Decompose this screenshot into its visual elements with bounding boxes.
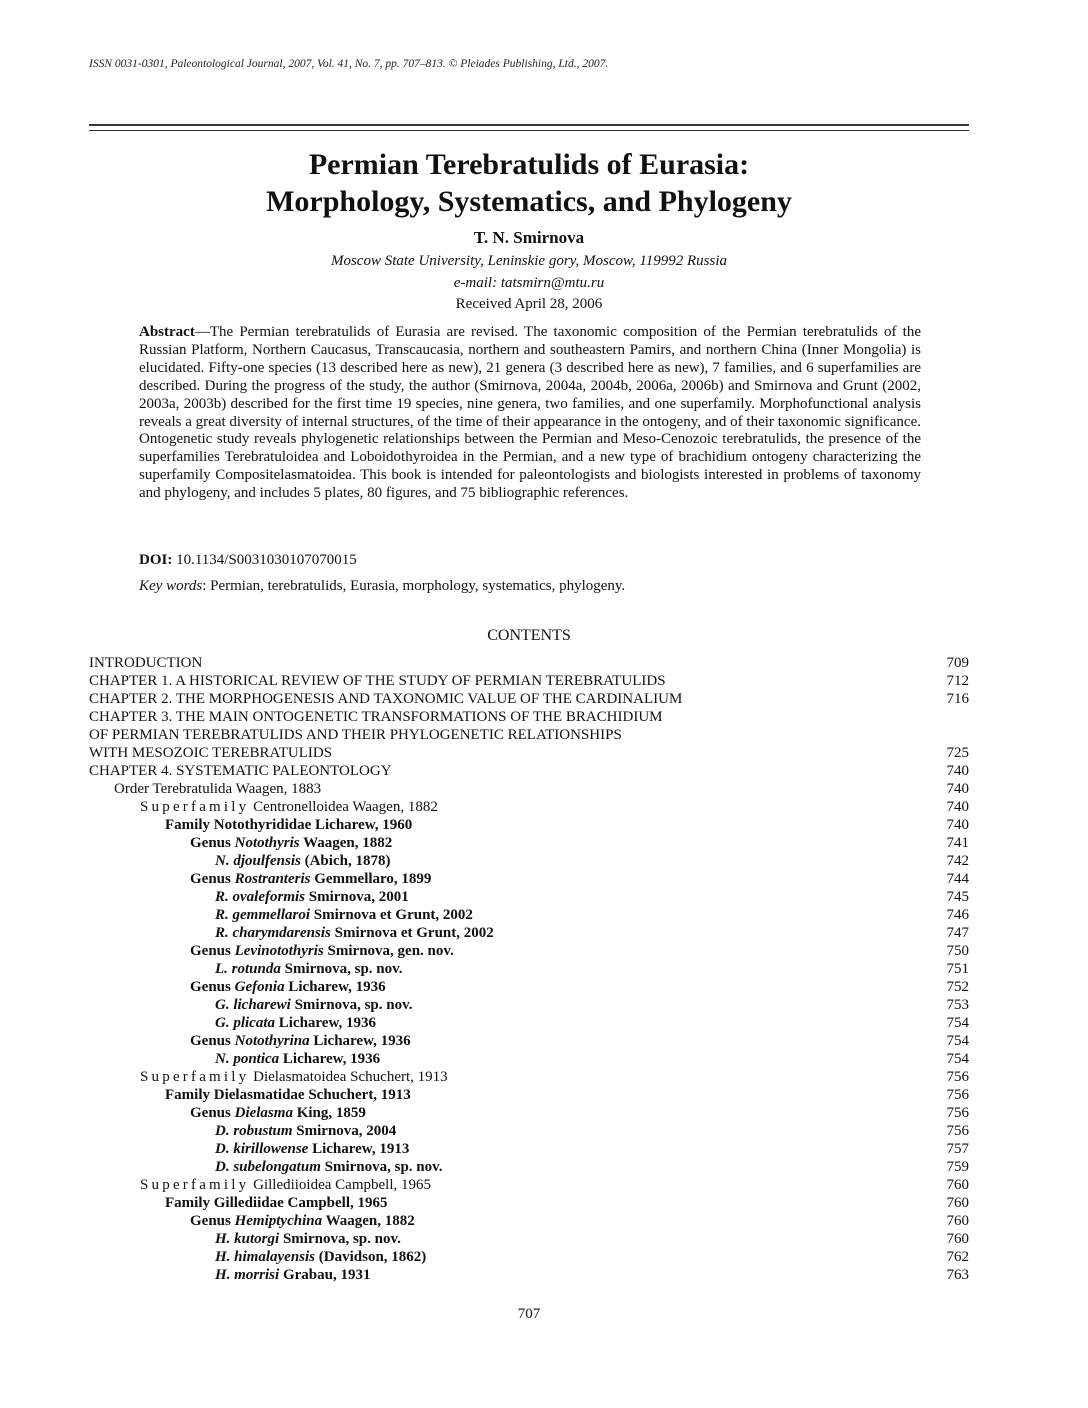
toc-text: (Abich, 1878): [300, 853, 391, 869]
toc-entry-label: [215, 1122, 396, 1140]
toc-text: Smirnova, 2004: [292, 1123, 397, 1139]
toc-entry[interactable]: [89, 1104, 969, 1122]
toc-text: Genus: [190, 979, 235, 995]
table-of-contents: [89, 654, 969, 1284]
author-name: T. N. Smirnova: [473, 228, 585, 247]
toc-entry[interactable]: [89, 1014, 969, 1032]
keywords-value: : Permian, terebratulids, Eurasia, morphology, systematics, phylogeny.: [202, 578, 626, 594]
received-date: Received April 28, 2006: [455, 296, 603, 312]
toc-entry-label: [165, 816, 412, 834]
toc-entry[interactable]: [89, 1158, 969, 1176]
toc-page-number: 757: [946, 1141, 969, 1157]
toc-entry[interactable]: [89, 1032, 969, 1050]
toc-text: Licharew, 1936: [275, 1015, 376, 1031]
doi: [139, 552, 357, 569]
toc-text: Family Gillediidae Campbell, 1965: [165, 1195, 388, 1211]
toc-entry[interactable]: [89, 942, 969, 960]
toc-text: Licharew, 1936: [279, 1051, 381, 1067]
toc-entry-label: [89, 744, 332, 762]
toc-text: Dielasmatoidea Schuchert, 1913: [249, 1069, 448, 1085]
toc-text: King, 1859: [292, 1105, 366, 1121]
abstract-text: —The Permian terebratulids of Eurasia are revised. The taxonomic composition of the Permian terebratulids of the Russian Platform, Northern Caucasus, Transcaucasia, northern and southeastern Pamirs, and northern China (Inner Mongolia) is elucidated. Fifty-one species (13 described here as new), 21 genera (3 described here as new), 7 families, and 6 superfamilies are described. During the progress of the study, the author (Smirnova, 2004a, 2004b, 2006a, 2006b) and Smirnova and Grunt (2002, 2003a, 2003b) described for the first time 19 species, nine genera, two families, and one superfamily. Morphofunctional analysis reveals a great diversity of internal structures, of the time of their appearance in the ontogeny, and of their taxonomic significance. Ontogenetic study reveals phylogenetic relationships between the Permian and Meso-Cenozoic terebratulids, the presence of the superfamilies Terebratuloidea and Loboidothyroidea in the Permian, and a new type of brachidium ontogeny characterizing the superfamily Compositelasmatoidea. This book is intended for paleontologists and biologists interested in problems of taxonomy and phylogeny, and includes 5 plates, 80 figures, and 75 bibliographic references.: [139, 324, 921, 502]
taxon-name: G. plicata: [215, 1015, 275, 1031]
article-title: [89, 146, 969, 220]
toc-text: Smirnova, sp. nov.: [320, 1159, 443, 1175]
toc-entry[interactable]: [89, 672, 969, 690]
toc-entry-label: [215, 996, 413, 1014]
toc-text: Family Notothyrididae Licharew, 1960: [165, 817, 413, 833]
toc-text: INTRODUCTION: [89, 655, 203, 671]
toc-page-number: 716: [946, 691, 969, 707]
journal-header: ISSN 0031-0301, Paleontological Journal, 2007, Vol. 41, No. 7, pp. 707–813. © Pleiades Publishing, Ltd., 2007.: [89, 58, 609, 70]
toc-page-number: 744: [946, 871, 969, 887]
toc-entry[interactable]: [89, 1266, 969, 1284]
toc-entry-label: [215, 888, 409, 906]
toc-page-number: 754: [946, 1015, 969, 1031]
toc-entry[interactable]: [89, 1230, 969, 1248]
toc-page-number: 747: [946, 925, 969, 941]
toc-entry[interactable]: [89, 780, 969, 798]
toc-page-number: 760: [946, 1195, 969, 1211]
toc-entry[interactable]: [89, 798, 969, 816]
toc-text: Smirnova, sp. nov.: [279, 1231, 401, 1247]
abstract-label: Abstract: [139, 324, 195, 340]
toc-entry[interactable]: [89, 1176, 969, 1194]
toc-entry-label: [89, 690, 682, 708]
toc-entry[interactable]: [89, 1248, 969, 1266]
abstract: [139, 324, 921, 503]
toc-text: Grabau, 1931: [279, 1267, 371, 1283]
toc-entry[interactable]: [89, 1068, 969, 1086]
toc-page-number: 742: [946, 853, 969, 869]
taxon-name: D. robustum: [215, 1123, 293, 1139]
toc-text: Genus: [190, 871, 235, 887]
toc-entry[interactable]: [89, 762, 969, 780]
toc-text: WITH MESOZOIC TEREBRATULIDS: [89, 745, 333, 761]
toc-text: CHAPTER 3. THE MAIN ONTOGENETIC TRANSFORMATIONS OF THE BRACHIDIUM: [89, 709, 663, 725]
toc-entry-label: [190, 870, 431, 888]
taxon-name: H. morrisi: [215, 1267, 280, 1283]
toc-entry[interactable]: [89, 1050, 969, 1068]
toc-entry-label: [215, 924, 494, 942]
toc-entry-label: [114, 780, 321, 798]
toc-entry-label: [89, 726, 622, 744]
toc-entry-label: [215, 906, 473, 924]
doi-value[interactable]: 10.1134/S0031030107070015: [176, 552, 357, 568]
toc-page-number: 760: [946, 1213, 969, 1229]
toc-entry-label: [215, 1050, 380, 1068]
toc-page-number: 759: [946, 1159, 969, 1175]
taxon-name: R. charymdarensis: [215, 925, 331, 941]
toc-text: Superfamily: [140, 799, 250, 815]
toc-text: Genus: [190, 1033, 235, 1049]
header-rule-thick: [89, 124, 969, 126]
toc-entry-label: [190, 978, 386, 996]
taxon-name: N. pontica: [215, 1051, 280, 1067]
toc-text: Centronelloidea Waagen, 1882: [249, 799, 438, 815]
toc-entry[interactable]: [89, 1212, 969, 1230]
toc-page-number: 756: [946, 1087, 969, 1103]
toc-entry-label: [215, 1266, 370, 1284]
toc-page-number: 751: [946, 961, 969, 977]
taxon-name: H. himalayensis: [215, 1249, 316, 1265]
toc-entry-label: [215, 1158, 443, 1176]
toc-page-number: 740: [946, 817, 969, 833]
toc-page-number: 756: [946, 1069, 969, 1085]
toc-entry-label: [190, 1032, 411, 1050]
toc-page-number: 746: [946, 907, 969, 923]
author-affiliation: Moscow State University, Leninskie gory, Moscow, 119992 Russia: [330, 253, 728, 269]
toc-entry[interactable]: [89, 816, 969, 834]
toc-text: OF PERMIAN TEREBRATULIDS AND THEIR PHYLOGENETIC RELATIONSHIPS: [89, 727, 622, 743]
toc-text: Genus: [190, 835, 235, 851]
toc-entry-label: [215, 1140, 409, 1158]
toc-page-number: 752: [946, 979, 969, 995]
toc-entry-label: [215, 1230, 401, 1248]
toc-text: Smirnova, sp. nov.: [290, 997, 413, 1013]
toc-text: Licharew, 1913: [308, 1141, 410, 1157]
toc-text: Genus: [190, 943, 235, 959]
title-line-1: Permian Terebratulids of Eurasia:: [308, 148, 750, 181]
toc-page-number: 712: [946, 673, 969, 689]
toc-text: CHAPTER 2. THE MORPHOGENESIS AND TAXONOMIC VALUE OF THE CARDINALIUM: [89, 691, 683, 707]
toc-entry[interactable]: [89, 978, 969, 996]
taxon-name: D. subelongatum: [215, 1159, 321, 1175]
toc-text: Licharew, 1936: [309, 1033, 411, 1049]
toc-text: Superfamily: [140, 1177, 250, 1193]
toc-entry-label: [215, 960, 403, 978]
taxon-name: N. djoulfensis: [215, 853, 301, 869]
toc-entry-label: [190, 834, 392, 852]
toc-text: Order Terebratulida Waagen, 1883: [114, 781, 322, 797]
toc-page-number: 725: [946, 745, 969, 761]
toc-page-number: 753: [946, 997, 969, 1013]
toc-entry-label: [190, 1104, 366, 1122]
taxon-name: Notothyrina: [234, 1033, 310, 1049]
toc-entry[interactable]: [89, 870, 969, 888]
toc-entry-label: [89, 654, 202, 672]
toc-text: Smirnova et Grunt, 2002: [330, 925, 494, 941]
toc-text: Waagen, 1882: [299, 835, 393, 851]
toc-entry-label: [140, 1176, 431, 1194]
toc-text: Smirnova, 2001: [305, 889, 409, 905]
toc-entry[interactable]: [89, 888, 969, 906]
author-email: e-mail: tatsmirn@mtu.ru: [453, 275, 605, 291]
toc-entry-label: [89, 672, 666, 690]
toc-entry-label: [165, 1086, 411, 1104]
toc-text: Licharew, 1936: [284, 979, 386, 995]
toc-entry[interactable]: [89, 996, 969, 1014]
keywords: [139, 578, 625, 595]
toc-entry[interactable]: [89, 924, 969, 942]
taxon-name: G. licharewi: [215, 997, 291, 1013]
toc-text: (Davidson, 1862): [315, 1249, 427, 1265]
toc-entry[interactable]: [89, 744, 969, 762]
taxon-name: H. kutorgi: [215, 1231, 280, 1247]
header-rule-thin: [89, 130, 969, 131]
toc-entry-label: [140, 1068, 448, 1086]
toc-entry-label: [89, 708, 663, 726]
toc-page-number: 760: [946, 1177, 969, 1193]
toc-page-number: 754: [946, 1033, 969, 1049]
page-number: 707: [517, 1306, 541, 1322]
toc-page-number: 756: [946, 1123, 969, 1139]
keywords-label: Key words: [139, 578, 203, 594]
doi-label: DOI:: [139, 552, 173, 568]
taxon-name: Dielasma: [234, 1105, 293, 1121]
toc-page-number: 709: [946, 655, 969, 671]
toc-entry[interactable]: [89, 834, 969, 852]
toc-entry[interactable]: [89, 708, 969, 726]
toc-text: Genus: [190, 1213, 235, 1229]
toc-page-number: 754: [946, 1051, 969, 1067]
toc-page-number: 740: [946, 781, 969, 797]
toc-entry[interactable]: [89, 1086, 969, 1104]
taxon-name: R. ovaleformis: [215, 889, 305, 905]
toc-entry-label: [165, 1194, 388, 1212]
toc-text: Waagen, 1882: [322, 1213, 415, 1229]
taxon-name: D. kirillowense: [215, 1141, 309, 1157]
toc-entry-label: [140, 798, 438, 816]
toc-page-number: 756: [946, 1105, 969, 1121]
taxon-name: Gefonia: [234, 979, 285, 995]
toc-text: CHAPTER 4. SYSTEMATIC PALEONTOLOGY: [89, 763, 392, 779]
taxon-name: Rostranteris: [234, 871, 311, 887]
toc-entry-label: [190, 942, 454, 960]
taxon-name: R. gemmellaroi: [215, 907, 310, 923]
toc-page-number: 745: [946, 889, 969, 905]
toc-page-number: 741: [946, 835, 969, 851]
toc-page-number: 740: [946, 799, 969, 815]
toc-entry[interactable]: [89, 726, 969, 744]
toc-entry[interactable]: [89, 960, 969, 978]
toc-entry[interactable]: [89, 906, 969, 924]
toc-page-number: 763: [946, 1267, 969, 1283]
taxon-name: Notothyris: [234, 835, 300, 851]
toc-page-number: 750: [946, 943, 969, 959]
toc-text: Family Dielasmatidae Schuchert, 1913: [165, 1087, 411, 1103]
toc-text: Gillediioidea Campbell, 1965: [249, 1177, 431, 1193]
taxon-name: Hemiptychina: [234, 1213, 323, 1229]
toc-page-number: 760: [946, 1231, 969, 1247]
toc-page-number: 740: [946, 763, 969, 779]
toc-entry-label: [215, 1248, 426, 1266]
taxon-name: L. rotunda: [215, 961, 281, 977]
toc-text: Gemmellaro, 1899: [310, 871, 432, 887]
toc-entry[interactable]: [89, 1122, 969, 1140]
toc-text: Genus: [190, 1105, 235, 1121]
toc-entry-label: [215, 852, 390, 870]
toc-entry[interactable]: [89, 690, 969, 708]
toc-text: CHAPTER 1. A HISTORICAL REVIEW OF THE STUDY OF PERMIAN TEREBRATULIDS: [89, 673, 666, 689]
toc-page-number: 762: [946, 1249, 969, 1265]
title-line-2: Morphology, Systematics, and Phylogeny: [266, 185, 792, 218]
toc-entry[interactable]: [89, 654, 969, 672]
toc-entry[interactable]: [89, 1140, 969, 1158]
toc-entry[interactable]: [89, 1194, 969, 1212]
toc-text: Smirnova, gen. nov.: [323, 943, 454, 959]
toc-text: Smirnova et Grunt, 2002: [310, 907, 473, 923]
toc-text: Superfamily: [140, 1069, 250, 1085]
toc-entry-label: [89, 762, 392, 780]
contents-heading: CONTENTS: [487, 627, 571, 644]
toc-entry-label: [215, 1014, 376, 1032]
toc-entry[interactable]: [89, 852, 969, 870]
toc-text: Smirnova, sp. nov.: [280, 961, 403, 977]
toc-entry-label: [190, 1212, 415, 1230]
taxon-name: Levinotothyris: [234, 943, 324, 959]
